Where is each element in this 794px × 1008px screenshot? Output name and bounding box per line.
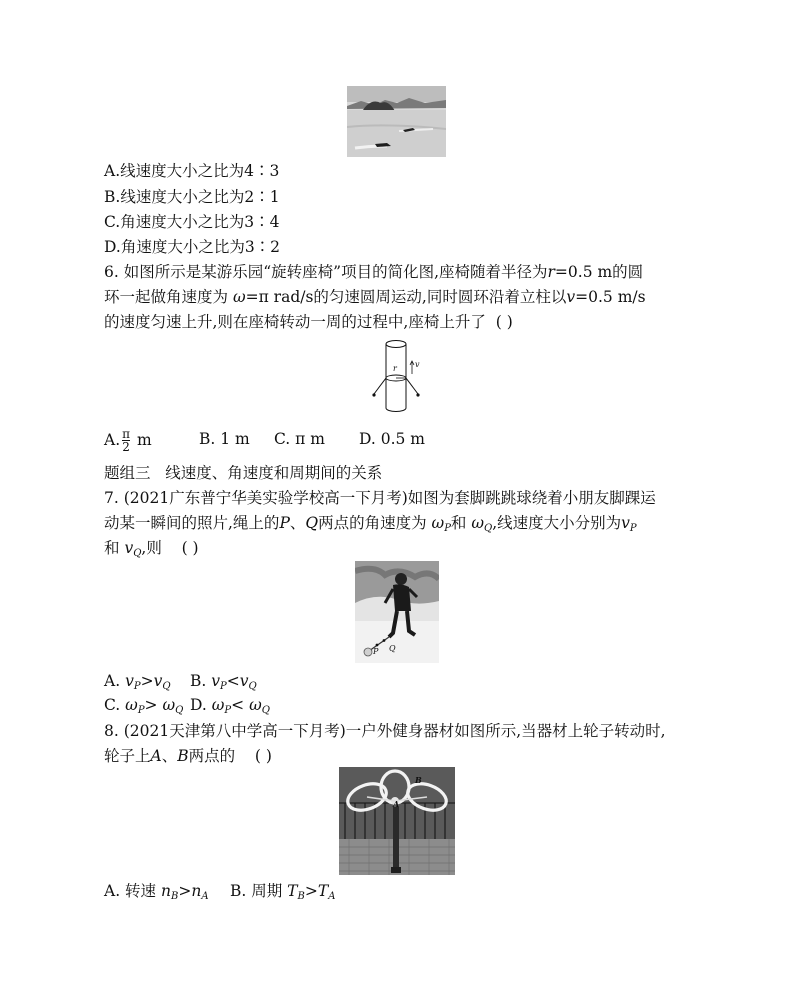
group3-heading: 题组三 线速度、角速度和周期间的关系 [104,464,383,482]
q7-stem-line3: 和 $v_Q$,则 ( ) [104,539,199,559]
q5-option-c[interactable]: C.角速度大小之比为3∶4 [104,213,280,231]
point-p-label: P [373,647,379,656]
q8-option-b[interactable]: B. 周期 $T_B>T_A$ [230,882,336,902]
q6-stem-line1: 6. 如图所示是某游乐园“旋转座椅”项目的简化图,座椅随着半径为r=0.5 m的圆 [104,263,644,281]
boats-lake-photo [347,86,446,157]
q6-stem-line2: 环一起做角速度为 ω=π rad/s的匀速圆周运动,同时圆环沿着立柱以v=0.5 m/s [104,288,646,306]
q5-option-d[interactable]: D.角速度大小之比为3∶2 [104,238,281,256]
point-a-label: A [393,799,400,809]
answer-bracket[interactable]: ( ) [495,313,513,331]
rotating-seat-diagram [366,338,426,414]
q7-option-b[interactable]: B. $v_P<v_Q$ [190,672,257,692]
point-q-label: Q [389,644,396,653]
q6-option-c[interactable]: C. π m [274,430,325,448]
q7-option-c[interactable]: C. $\omega_P> \omega_Q$ [104,696,184,716]
q5-option-a[interactable]: A.线速度大小之比为4∶3 [104,162,280,180]
q6-option-a[interactable]: A. $\frac{\pi}{2}$ m [104,427,152,454]
q8-stem-line1: 8. (2021天津第八中学高一下月考)一户外健身器材如图所示,当器材上轮子转动时, [104,722,666,740]
point-b-label: B [415,775,422,785]
q7-stem-line2: 动某一瞬间的照片,绳上的P、Q两点的角速度为 $\omega_P$和 $\omega_Q$,线速度大小分别为$v_P$ [104,514,637,534]
q7-stem-line1: 7. (2021广东普宁华美实验学校高一下月考)如图为套脚跳跳球绕着小朋友脚踝运 [104,489,656,507]
q5-option-b[interactable]: B.线速度大小之比为2∶1 [104,188,280,206]
answer-bracket[interactable]: ( ) [254,747,272,765]
velocity-label: v [415,360,420,369]
q8-options [104,880,336,908]
q8-stem-line2: 轮子上A、B两点的 ( ) [104,747,272,765]
q7-option-d[interactable]: D. $\omega_P< \omega_Q$ [190,696,270,716]
q6-option-d[interactable]: D. 0.5 m [359,430,426,448]
fitness-wheel-photo [339,767,455,875]
skip-ball-photo [355,561,439,663]
q6-option-b[interactable]: B. 1 m [199,430,250,448]
q7-options-row2 [104,694,270,722]
answer-bracket[interactable]: ( ) [181,539,199,557]
q8-option-a[interactable]: A. 转速 $n_B>n_A$ [104,882,209,902]
q6-options [104,427,426,454]
q7-option-a[interactable]: A. $v_P>v_Q$ [104,672,171,692]
q6-stem-line3: 的速度匀速上升,则在座椅转动一周的过程中,座椅上升了 ( ) [104,313,513,331]
radius-label: r [393,364,397,373]
